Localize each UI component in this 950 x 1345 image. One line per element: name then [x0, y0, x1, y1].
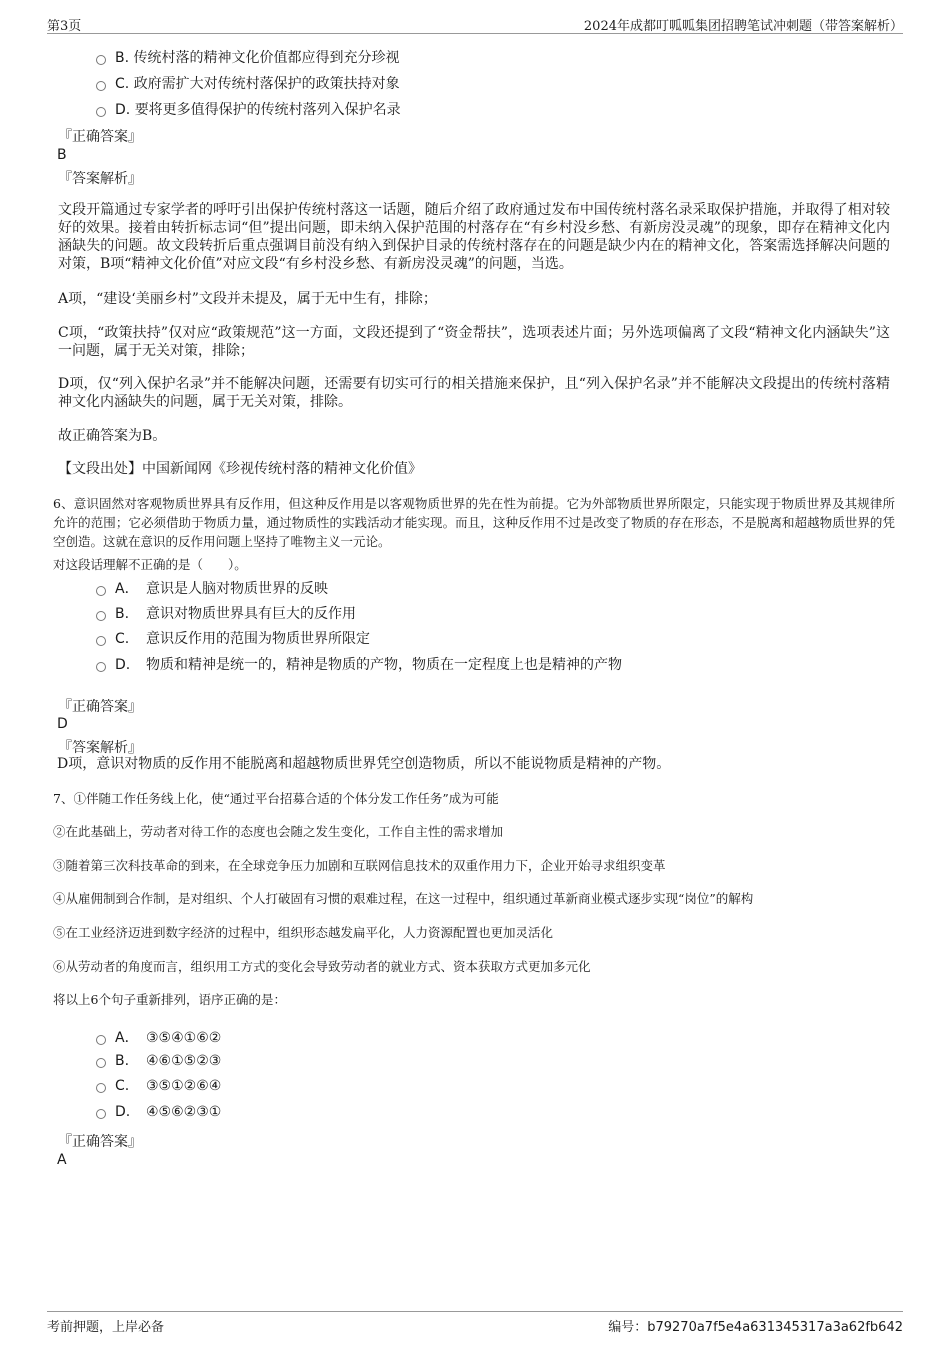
q4-option-b[interactable]: B. 传统村落的精神文化价值都应得到充分珍视 — [96, 47, 400, 67]
q6-stem: 6、意识固然对客观物质世界具有反作用，但这种反作用是以客观物质世界的先在性为前提。它为外部物质世界所限定，只能实现于物质世界及其规律所允许的范围；它必须借助于物质力量，通过物质性的实践活动才能实现。而且，这种反作用不过是改变了物质的存在形态，不是脱离和超越物质世界的凭空创造。这就在意识的反作用问题上坚持了唯物主义一元论。 — [53, 496, 895, 549]
q6-option-d[interactable]: D. 物质和精神是统一的，精神是物质的产物，物质在一定程度上也是精神的产物 — [96, 654, 622, 674]
q6-answer-label: 『正确答案』 — [58, 699, 142, 715]
document-title: 2024年成都叮呱呱集团招聘笔试冲刺题（带答案解析） — [583, 19, 903, 34]
radio-icon[interactable] — [96, 636, 106, 646]
q4-source: 【文段出处】中国新闻网《珍视传统村落的精神文化价值》 — [58, 461, 422, 477]
page-number: 第3页 — [47, 19, 82, 34]
q7-answer-label: 『正确答案』 — [58, 1134, 142, 1150]
q7-sentence-2: ②在此基础上，劳动者对待工作的态度也会随之发生变化，工作自主性的需求增加 — [53, 824, 504, 839]
q6-question: 对这段话理解不正确的是（ ）。 — [53, 557, 247, 572]
q6-option-c[interactable]: C. 意识反作用的范围为物质世界所限定 — [96, 628, 370, 648]
q6-option-b[interactable]: B. 意识对物质世界具有巨大的反作用 — [96, 603, 356, 623]
q6-analysis: D项，意识对物质的反作用不能脱离和超越物质世界凭空创造物质，所以不能说物质是精神的产物。 — [57, 756, 671, 772]
q4-option-d[interactable]: D. 要将更多值得保护的传统村落列入保护名录 — [96, 99, 401, 119]
q7-option-b[interactable]: B. ④⑥①⑤②③ — [96, 1053, 221, 1069]
footer-code — [608, 1316, 903, 1335]
radio-icon[interactable] — [96, 1035, 106, 1045]
q4-answer-label: 『正确答案』 — [58, 129, 142, 145]
radio-icon[interactable] — [96, 1083, 106, 1093]
q6-analysis-label: 『答案解析』 — [58, 740, 142, 756]
q7-sentence-4: ④从雇佣制到合作制，是对组织、个人打破固有习惯的艰难过程，在这一过程中，组织通过革新商业模式逐步实现“岗位”的解构 — [53, 891, 754, 906]
q4-analysis-paragraph: 文段开篇通过专家学者的呼吁引出保护传统村落这一话题，随后介绍了政府通过发布中国传统村落名录采取保护措施，并取得了相对较好的效果。接着由转折标志词“但”提出问题，即未纳入保护范围的村落存在“有乡村没乡愁、有新房没灵魂”的现象，即存在精神文化内涵缺失的问题。故文段转折后重点强调目前没有纳入到保护目录的传统村落存在的问题是缺少内在的精神文化，答案需选择解决问题的对策，B项“精神文化价值”对应文段“有乡村没乡愁、有新房没灵魂”的问题，当选。 — [58, 202, 890, 272]
radio-icon[interactable] — [96, 107, 106, 117]
q4-analysis-d: D项，仅“列入保护名录”并不能解决问题，还需要有切实可行的相关措施来保护，且“列入保护名录”并不能解决文段提出的传统村落精神文化内涵缺失的问题，属于无关对策，排除。 — [58, 376, 890, 410]
footer-slogan: 考前押题，上岸必备 — [47, 1320, 165, 1335]
q4-option-c[interactable]: C. 政府需扩大对传统村落保护的政策扶持对象 — [96, 73, 400, 93]
radio-icon[interactable] — [96, 586, 106, 596]
q7-sentence-5: ⑤在工业经济迈进到数字经济的过程中，组织形态越发扁平化，人力资源配置也更加灵活化 — [53, 925, 554, 940]
page-header — [47, 13, 903, 34]
q7-sentence-6: ⑥从劳动者的角度而言，组织用工方式的变化会导致劳动者的就业方式、资本获取方式更加多元化 — [53, 959, 591, 974]
q7-sentence-1: 7、①伴随工作任务线上化，使“通过平台招募合适的个体分发工作任务”成为可能 — [53, 791, 499, 806]
radio-icon[interactable] — [96, 1109, 106, 1119]
radio-icon[interactable] — [96, 611, 106, 621]
radio-icon[interactable] — [96, 81, 106, 91]
q6-answer: D — [57, 716, 68, 732]
radio-icon[interactable] — [96, 662, 106, 672]
q7-answer: A — [57, 1152, 67, 1168]
q4-answer: B — [57, 147, 67, 163]
q4-conclusion: 故正确答案为B。 — [58, 428, 167, 444]
q7-sentence-3: ③随着第三次科技革命的到来，在全球竞争压力加剧和互联网信息技术的双重作用力下，企业开始寻求组织变革 — [53, 858, 666, 873]
q7-option-d[interactable]: D. ④⑤⑥②③① — [96, 1104, 221, 1120]
q7-question: 将以上6个句子重新排列，语序正确的是： — [53, 992, 286, 1007]
q4-analysis-label: 『答案解析』 — [58, 171, 142, 187]
footer-code-value: b79270a7f5e4a631345317a3a62fb642 — [647, 1320, 903, 1335]
radio-icon[interactable] — [96, 1058, 106, 1068]
q7-option-c[interactable]: C. ③⑤①②⑥④ — [96, 1078, 221, 1094]
q4-analysis-c: C项，“政策扶持”仅对应“政策规范”这一方面，文段还提到了“资金帮扶”，选项表述片面；另外选项偏离了文段“精神文化内涵缺失”这一问题，属于无关对策，排除； — [58, 325, 890, 359]
q7-option-a[interactable]: A． ③⑤④①⑥② — [96, 1027, 221, 1047]
footer-code-label: 编号： — [608, 1320, 648, 1335]
radio-icon[interactable] — [96, 55, 106, 65]
page-footer — [47, 1311, 903, 1338]
q6-option-a[interactable]: A． 意识是人脑对物质世界的反映 — [96, 578, 328, 598]
q4-analysis-a: A项，“建设‘美丽乡村”文段并未提及，属于无中生有，排除； — [58, 291, 437, 307]
